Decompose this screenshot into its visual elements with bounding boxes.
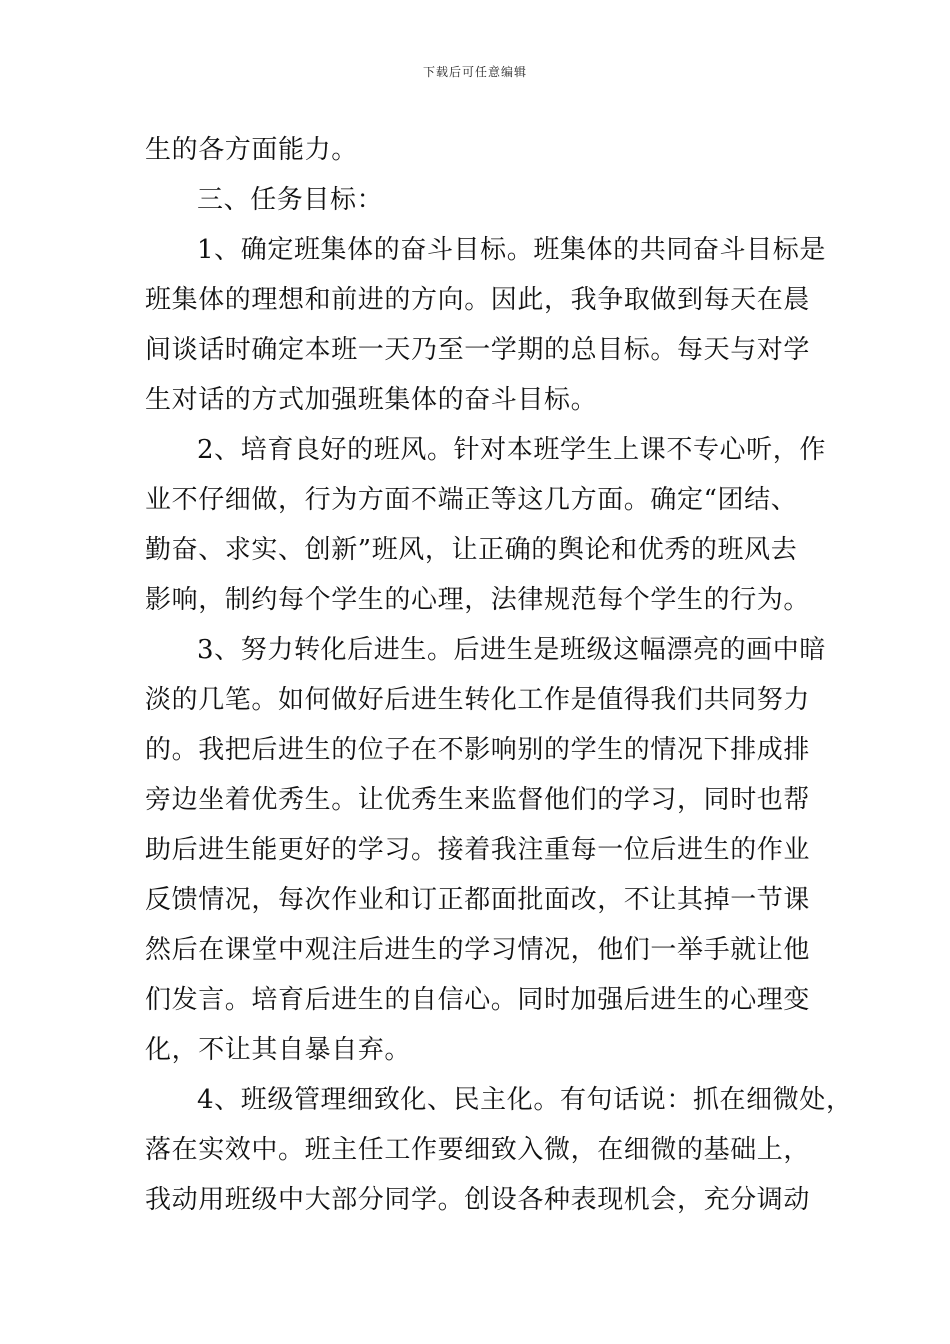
text-line: 旁边坐着优秀生。让优秀生来监督他们的学习，同时也帮 bbox=[145, 785, 811, 815]
text-line: 淡的几笔。如何做好后进生转化工作是值得我们共同努力 bbox=[145, 685, 811, 715]
text-line: 生的各方面能力。 bbox=[145, 135, 358, 165]
paragraph bbox=[145, 625, 826, 1075]
paragraph bbox=[145, 225, 826, 425]
text-line: 勤奋、求实、创新”班风，让正确的舆论和优秀的班风去 bbox=[145, 535, 798, 565]
text-line: 间谈话时确定本班一天乃至一学期的总目标。每天与对学 bbox=[145, 335, 811, 365]
text-line: 2、培育良好的班风。针对本班学生上课不专心听，作 bbox=[197, 435, 826, 465]
text-line: 落在实效中。班主任工作要细致入微，在细微的基础上， bbox=[145, 1135, 811, 1165]
text-line: 1、确定班集体的奋斗目标。班集体的共同奋斗目标是 bbox=[197, 235, 826, 265]
paragraph bbox=[145, 125, 810, 175]
text-line: 助后进生能更好的学习。接着我注重每一位后进生的作业 bbox=[145, 835, 811, 865]
text-line: 生对话的方式加强班集体的奋斗目标。 bbox=[145, 385, 598, 415]
paragraph bbox=[145, 1075, 853, 1225]
text-line: 班集体的理想和前进的方向。因此，我争取做到每天在晨 bbox=[145, 285, 811, 315]
paragraph bbox=[145, 425, 826, 625]
text-line: 反馈情况，每次作业和订正都面批面改，不让其掉一节课 bbox=[145, 885, 811, 915]
text-line: 影响，制约每个学生的心理，法律规范每个学生的行为。 bbox=[145, 585, 811, 615]
text-line: 4、班级管理细致化、民主化。有句话说：抓在细微处， bbox=[197, 1085, 853, 1115]
text-line: 业不仔细做，行为方面不端正等这几方面。确定“团结、 bbox=[145, 485, 798, 515]
text-line: 然后在课堂中观注后进生的学习情况，他们一举手就让他 bbox=[145, 935, 811, 965]
text-line: 我动用班级中大部分同学。创设各种表现机会，充分调动 bbox=[145, 1185, 811, 1215]
text-line: 三、任务目标： bbox=[197, 185, 384, 215]
section-heading bbox=[145, 175, 810, 225]
text-line: 们发言。培育后进生的自信心。同时加强后进生的心理变 bbox=[145, 985, 811, 1015]
document-body bbox=[145, 125, 853, 1225]
page-header: 下载后可任意编辑 bbox=[422, 65, 527, 79]
text-line: 的。我把后进生的位子在不影响别的学生的情况下排成排 bbox=[145, 735, 811, 765]
text-line: 3、努力转化后进生。后进生是班级这幅漂亮的画中暗 bbox=[197, 635, 826, 665]
text-line: 化，不让其自暴自弃。 bbox=[145, 1035, 412, 1065]
